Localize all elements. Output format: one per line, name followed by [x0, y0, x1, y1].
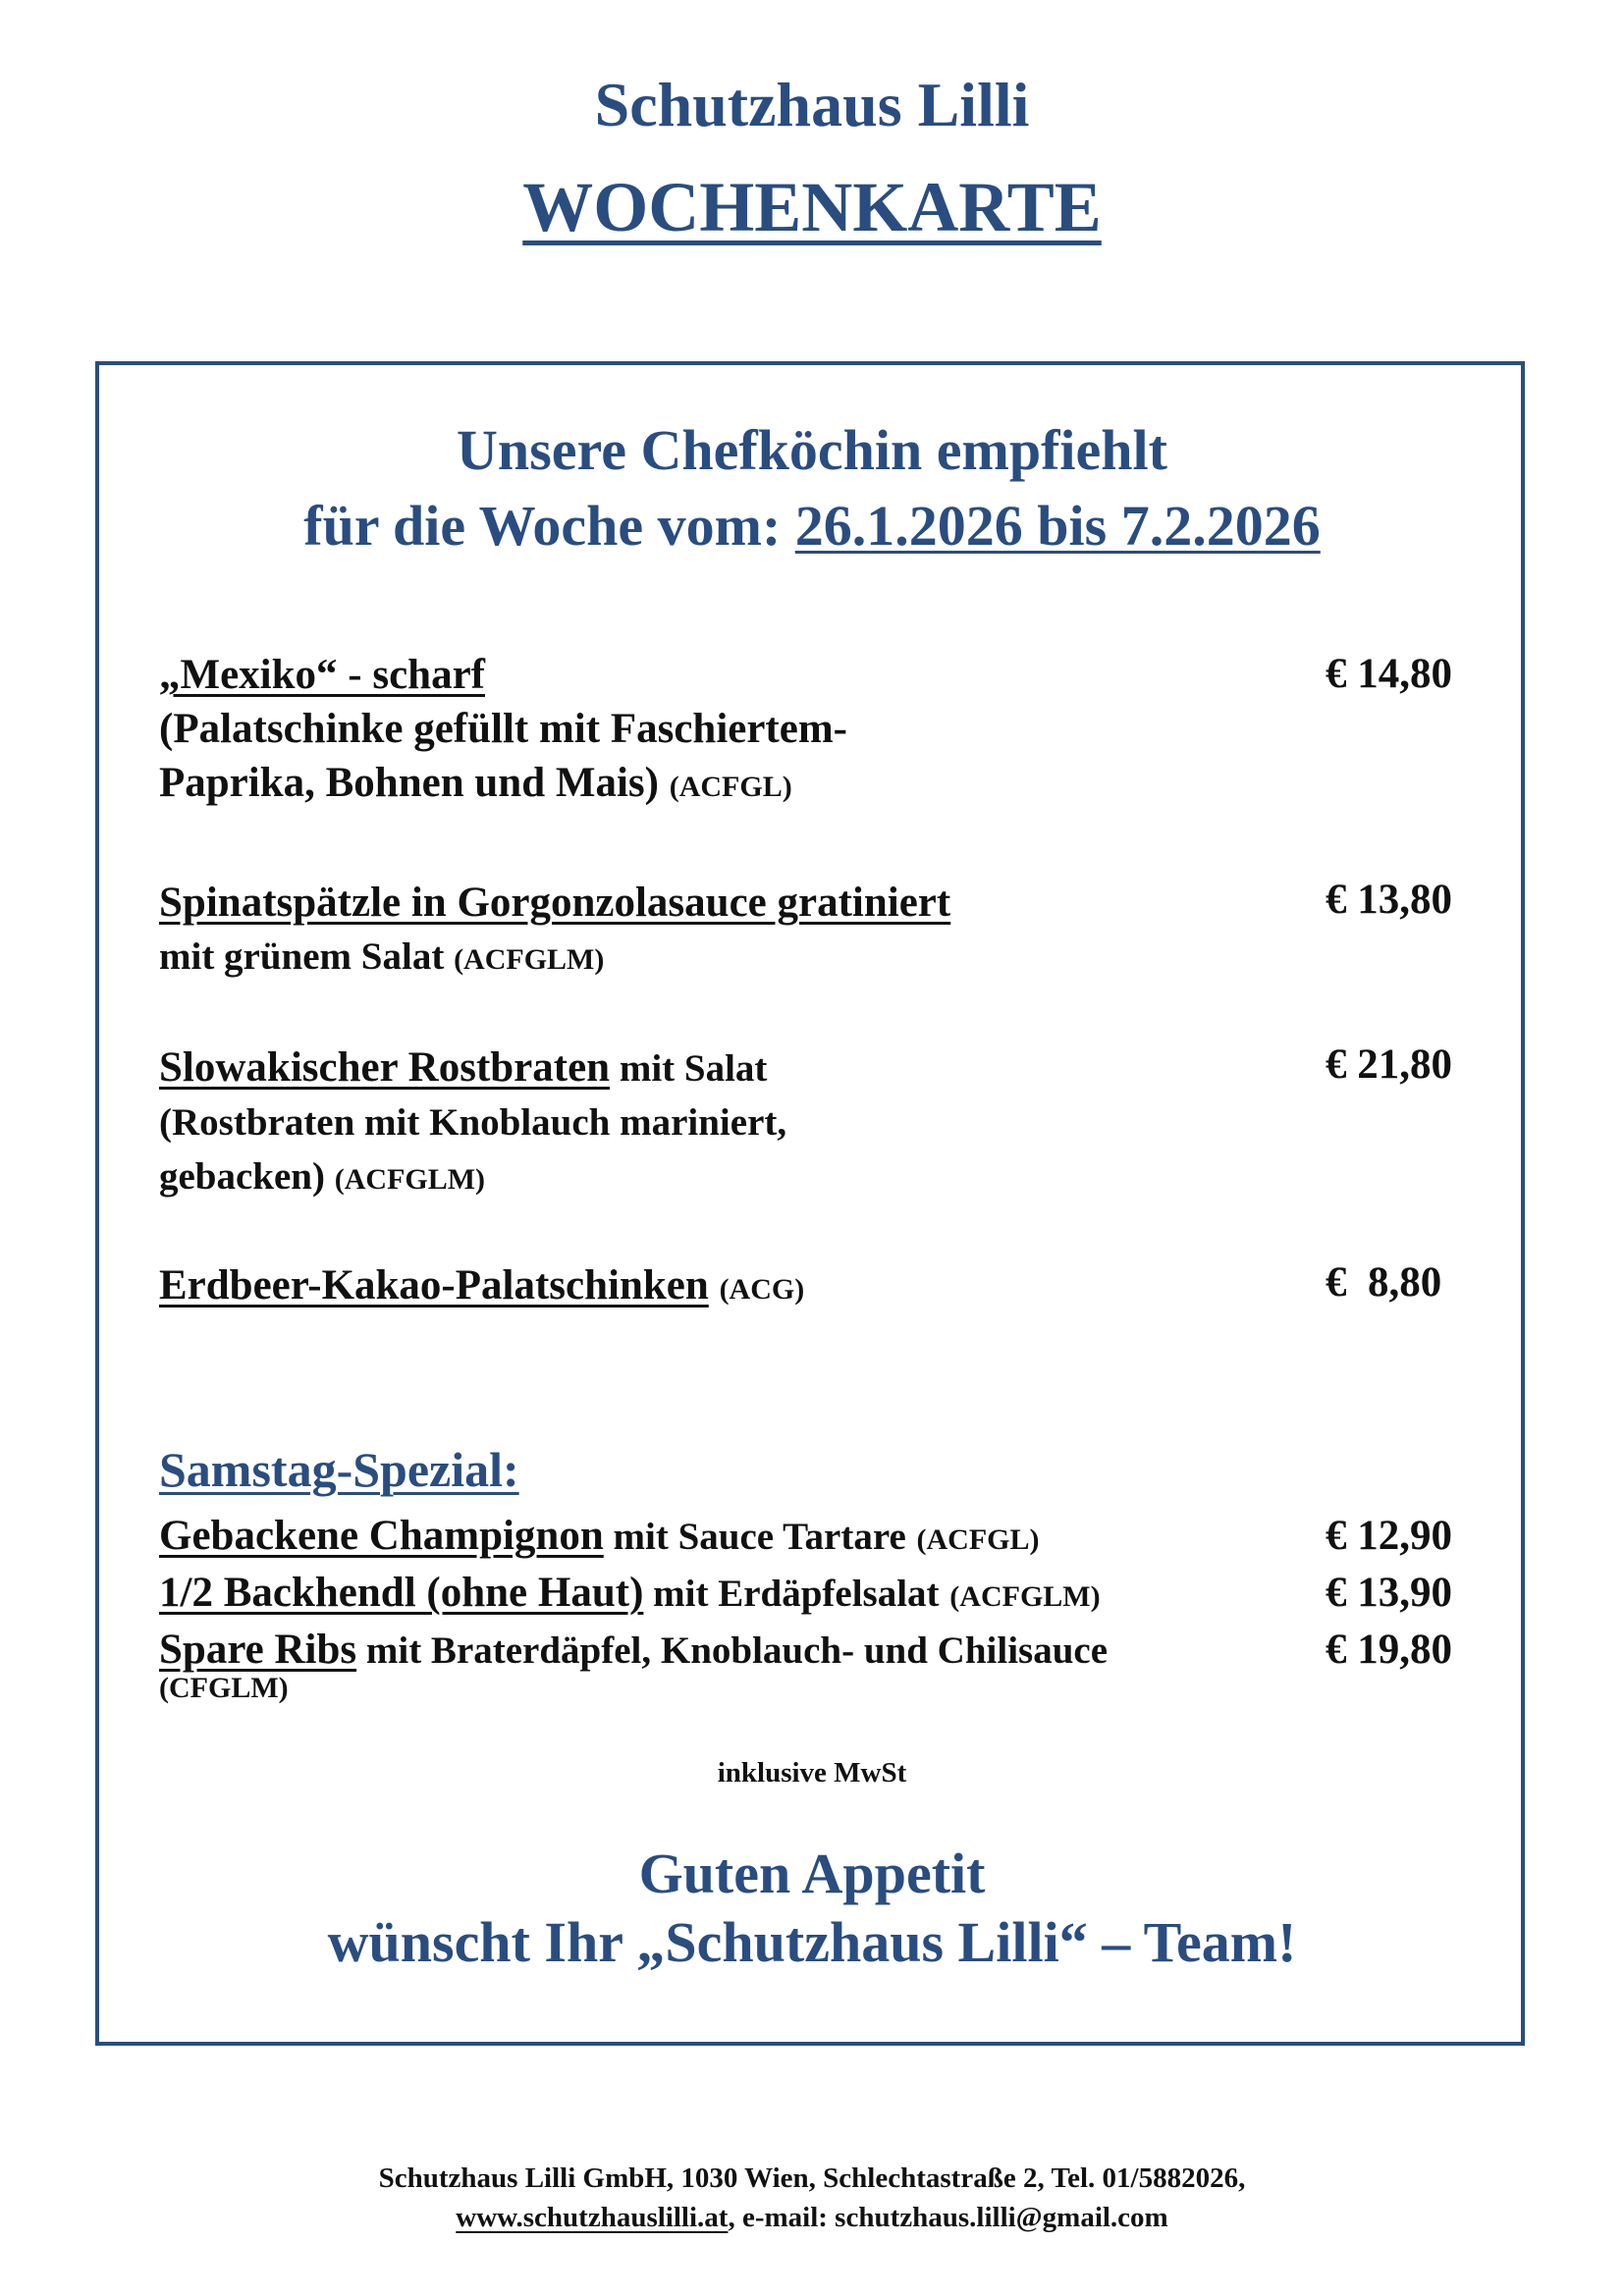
special-name: Gebackene Champignon	[159, 1513, 604, 1559]
tax-note: inklusive MwSt	[717, 1757, 907, 1789]
dish-item	[159, 648, 847, 814]
dish-name-suffix: mit Salat	[610, 1047, 768, 1090]
dish-description: mit grünem Salat	[159, 935, 445, 978]
dish-allergens: (ACFGL)	[669, 771, 792, 803]
footer-email: , e-mail: schutzhaus.lilli@gmail.com	[728, 2202, 1168, 2233]
special-item	[159, 1569, 1101, 1617]
special-allergens: (ACFGLM)	[949, 1580, 1101, 1613]
footer-contact	[0, 2202, 1624, 2234]
special-price: € 19,80	[1326, 1627, 1452, 1673]
intro-week-prefix: für die Woche vom:	[303, 494, 795, 558]
closing-line-2: wünscht Ihr „Schutzhaus Lilli“ – Team!	[327, 1910, 1297, 1974]
dish-description: (Rostbraten mit Knoblauch mariniert,	[159, 1101, 787, 1144]
website-link[interactable]: www.schutzhauslilli.at	[456, 2202, 729, 2233]
dish-item	[159, 1041, 786, 1206]
dish-description: (Palatschinke gefüllt mit Faschiertem-	[159, 706, 847, 752]
special-name: 1/2 Backhendl (ohne Haut)	[159, 1570, 644, 1616]
dish-name: Erdbeer-Kakao-Palatschinken	[159, 1262, 709, 1308]
dish-item	[159, 876, 950, 987]
special-item	[159, 1512, 1040, 1560]
special-desc: mit Erdäpfelsalat	[643, 1573, 940, 1615]
date-range: 26.1.2026 bis 7.2.2026	[794, 494, 1321, 558]
closing-line-1: Guten Appetit	[638, 1842, 986, 1905]
special-item	[159, 1626, 1108, 1705]
special-allergens: (ACFGL)	[916, 1523, 1040, 1556]
special-price: € 12,90	[1326, 1513, 1452, 1559]
dish-item	[159, 1258, 804, 1316]
intro-heading: Unsere Chefköchin empfiehlt	[457, 418, 1167, 482]
dish-price: € 21,80	[1326, 1041, 1452, 1088]
dish-name: „Mexiko“ - scharf	[159, 652, 485, 698]
dish-price: € 14,80	[1326, 651, 1452, 697]
page-title: Schutzhaus Lilli	[594, 70, 1030, 139]
dish-allergens: (ACFGLM)	[454, 943, 605, 976]
special-name: Spare Ribs	[159, 1627, 357, 1673]
special-price: € 13,90	[1326, 1570, 1452, 1616]
special-desc: mit Sauce Tartare	[603, 1516, 906, 1558]
special-allergens: (CFGLM)	[159, 1672, 289, 1704]
dish-price: € 13,80	[1326, 877, 1452, 923]
dish-name: Slowakischer Rostbraten	[159, 1044, 611, 1091]
footer-address: Schutzhaus Lilli GmbH, 1030 Wien, Schlechtastraße 2, Tel. 01/5882026,	[378, 2163, 1246, 2194]
dish-description: Paprika, Bohnen und Mais)	[159, 760, 659, 806]
dish-name: Spinatspätzle in Gorgonzolasauce gratiniert	[159, 880, 951, 926]
special-desc: mit Braterdäpfel, Knoblauch- und Chilisauce	[356, 1629, 1109, 1672]
dish-allergens: (ACFGLM)	[334, 1163, 486, 1196]
dish-allergens: (ACG)	[719, 1273, 805, 1306]
intro-week	[0, 493, 1624, 559]
special-heading: Samstag-Spezial:	[159, 1442, 519, 1497]
dish-description: gebacken)	[159, 1155, 325, 1198]
page-subtitle: WOCHENKARTE	[522, 168, 1102, 246]
dish-price: € 8,80	[1326, 1259, 1442, 1306]
